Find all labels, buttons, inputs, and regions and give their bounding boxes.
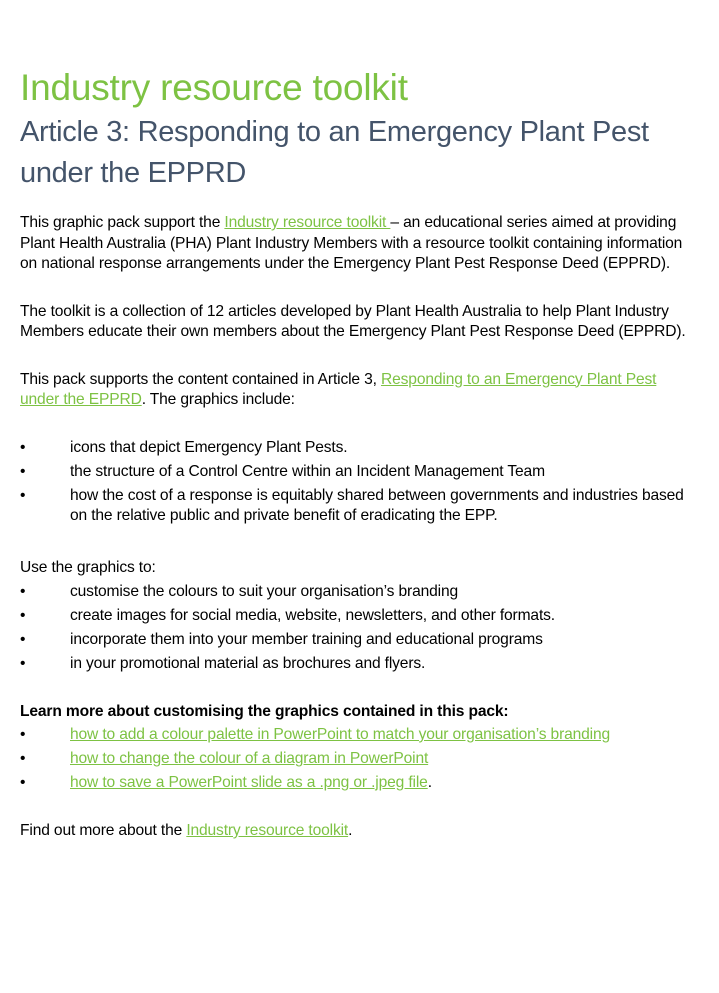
use-graphics-lead: Use the graphics to: [20,559,156,576]
link-suffix: . [427,774,432,791]
bullet-icon: • [20,486,26,504]
list-item-text: create images for social media, website, newsletters, and other formats. [70,606,555,624]
document-page [20,66,692,842]
footer-text-before: Find out more about the [20,822,187,839]
pack-text-after: . The graphics include: [141,391,295,408]
spacer [20,797,692,821]
list-item [20,582,692,603]
list-item [20,630,692,651]
spacer [20,678,692,702]
bullet-icon: • [20,438,26,456]
footer-text-after: . [348,822,353,839]
industry-toolkit-link[interactable]: Industry resource toolkit [224,214,391,231]
save-slide-link[interactable]: how to save a PowerPoint slide as a .png or .jpeg file [70,774,428,791]
bullet-icon: • [20,606,26,624]
list-item [20,606,692,627]
bullet-icon: • [20,462,26,480]
pack-paragraph [20,370,692,411]
list-item-text: the structure of a Control Centre within an Incident Management Team [70,462,545,480]
bullet-icon: • [20,582,26,600]
use-graphics-list [20,582,692,675]
intro-paragraph [20,213,692,275]
list-item [20,725,692,746]
article-3-link[interactable]: Responding to an Emergency Plant Pest under the EPPRD [20,370,657,408]
intro-text-before: This graphic pack support the [20,214,225,231]
bullet-icon: • [20,726,26,743]
learn-more-list [20,725,692,794]
pack-text-before: This pack supports the content contained in Article 3, [20,370,382,388]
article-subtitle: Article 3: Responding to an Emergency Plant Pest under the EPPRD [20,116,649,189]
list-item [20,462,692,483]
list-item-text: customise the colours to suit your organisation’s branding [70,582,459,600]
graphics-include-list [20,438,692,527]
intro-text-after: – an educational series aimed at providing Plant Health Australia (PHA) Plant Industry Members with a resource toolkit containing information on national response arrangements under the Emergency Plant Pest Response Deed (EPPRD). [20,214,683,272]
spacer [20,530,692,558]
list-item [20,654,692,675]
list-item [20,749,692,770]
list-item-text: incorporate them into your member training and educational programs [70,630,543,648]
spacer [20,275,692,302]
footer-paragraph [20,821,692,842]
list-item-text: how the cost of a response is equitably shared between governments and industries based on the relative public and private benefit of eradicating the EPP. [70,486,684,524]
list-item [20,486,692,527]
spacer [20,343,692,370]
footer-toolkit-link[interactable]: Industry resource toolkit [186,822,349,839]
bullet-icon: • [20,774,26,791]
list-item [20,773,692,794]
toolkit-paragraph: The toolkit is a collection of 12 articles developed by Plant Health Australia to help Plant Industry Members educate their own members about the Emergency Plant Pest Response Deed (EPPRD). [20,302,686,340]
colour-palette-link[interactable]: how to add a colour palette in PowerPoint to match your organisation’s branding [70,726,611,743]
diagram-colour-link[interactable]: how to change the colour of a diagram in PowerPoint [70,750,429,767]
list-item-text: icons that depict Emergency Plant Pests. [70,438,348,456]
bullet-icon: • [20,654,26,672]
page-title: Industry resource toolkit [20,67,408,108]
learn-more-heading: Learn more about customising the graphics contained in this pack: [20,702,509,720]
list-item-text: in your promotional material as brochures and flyers. [70,654,426,672]
bullet-icon: • [20,750,26,767]
list-item [20,438,692,459]
bullet-icon: • [20,630,26,648]
spacer [20,411,692,438]
